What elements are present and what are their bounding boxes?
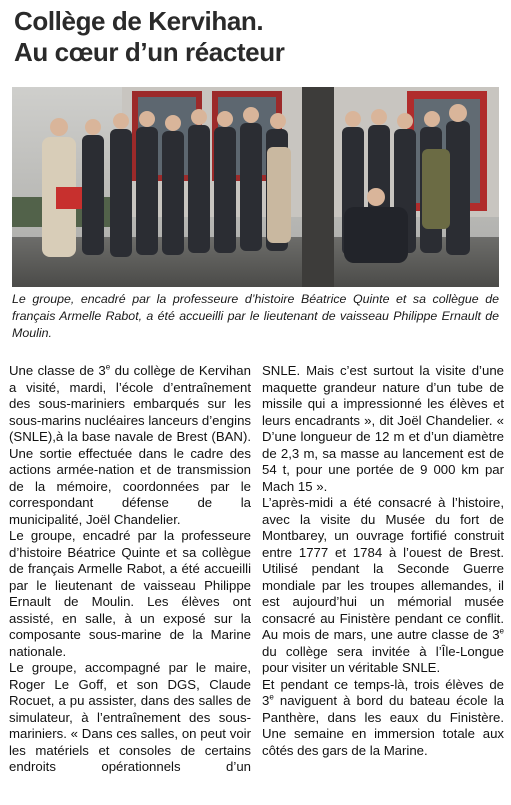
headline-line-2: Au cœur d’un réacteur	[14, 37, 285, 67]
photo-caption: Le groupe, encadré par la professeure d’histoire Béatrice Quinte et sa collègue de français Armelle Rabot, a été accueilli par le lieutenant de vaisseau Philippe Ernault de Moulin.	[12, 292, 499, 340]
ordinal-suffix: e	[105, 362, 111, 372]
article-headline	[14, 6, 504, 68]
group-photo-icon	[12, 87, 499, 287]
paragraph-5-text-continued: naviguent à bord du bateau école la Panthère, dans les eaux du Finistère. Une semaine en immersion totale aux côtés des gars de la Marine.	[262, 693, 504, 758]
paragraph-1-text-continued: du collège de Kervihan a visité, mardi, l’école d’entraînement des sous-mariniers embarqués sur les sous-marins nucléaires lanceurs d’engins (SNLE),à la base navale de Brest (BAN). Une sortie effectuée dans le cadre des actions armée-nation et de transmission de la mémoire, coordonnées par le correspondant défense de la municipalité, Joël Chandelier.	[9, 363, 251, 527]
paragraph-3-continued: SNLE. Mais c’est surtout la visite d’une maquette grandeur nature d’un tube de missile qui a impressionné les élèves et leurs encadrants », dit Joël Chandelier. « D’une longueur de 12 m et d’un diamètre de 2,3 m, sa masse au lancement est de 54 t, pour une portée de 9 000 km par Mach 15 ».	[262, 363, 504, 494]
paragraph-5	[262, 677, 504, 760]
article-column-left	[9, 363, 251, 776]
group-photo	[12, 87, 499, 287]
paragraph-3: Le groupe, accompagné par le maire, Roger Le Goff, et son DGS, Claude Rocuet, a pu assister, dans des salles de simulateur, à l’entraînement des sous-mariniers. « Dans ces salles, on peut voir les matériels et consoles de certains endroits opérationnels d’un	[9, 660, 251, 774]
paragraph-4	[262, 495, 504, 677]
paragraph-5-text: Et pendant ce temps-là, trois élèves de 3	[262, 676, 504, 708]
ordinal-suffix: e	[269, 692, 274, 702]
paragraph-4-text: L’après-midi a été consacré à l’histoire, avec la visite du Musée du fort de Montbarey, un ouvrage fortifié construit entre 1777 et 1784 à l’ouest de Brest. Utilisé pendant la Seconde Guerre mondiale par les troupes allemandes, il est aujourd’hui un mémorial musée consacré au Finistère pendant ce conflit. Au mois de mars, une autre classe de 3	[262, 495, 504, 642]
ordinal-suffix: e	[499, 626, 504, 636]
paragraph-2: Le groupe, encadré par la professeure d’histoire Béatrice Quinte et sa collègue de français Armelle Rabot, a été accueilli par le lieutenant de vaisseau Philippe Ernault de Moulin. Les élèves ont assisté, en salle, à un exposé sur la composante sous-marine de la Marine nationale.	[9, 528, 251, 659]
paragraph-1-text: Une classe de 3	[9, 363, 106, 378]
paragraph-1	[9, 363, 251, 528]
paragraph-4-text-continued: du collège sera invitée à l’Île-Longue pour visiter un véritable SNLE.	[262, 643, 504, 675]
article-column-right	[262, 363, 504, 759]
headline-line-1: Collège de Kervihan.	[14, 6, 264, 36]
